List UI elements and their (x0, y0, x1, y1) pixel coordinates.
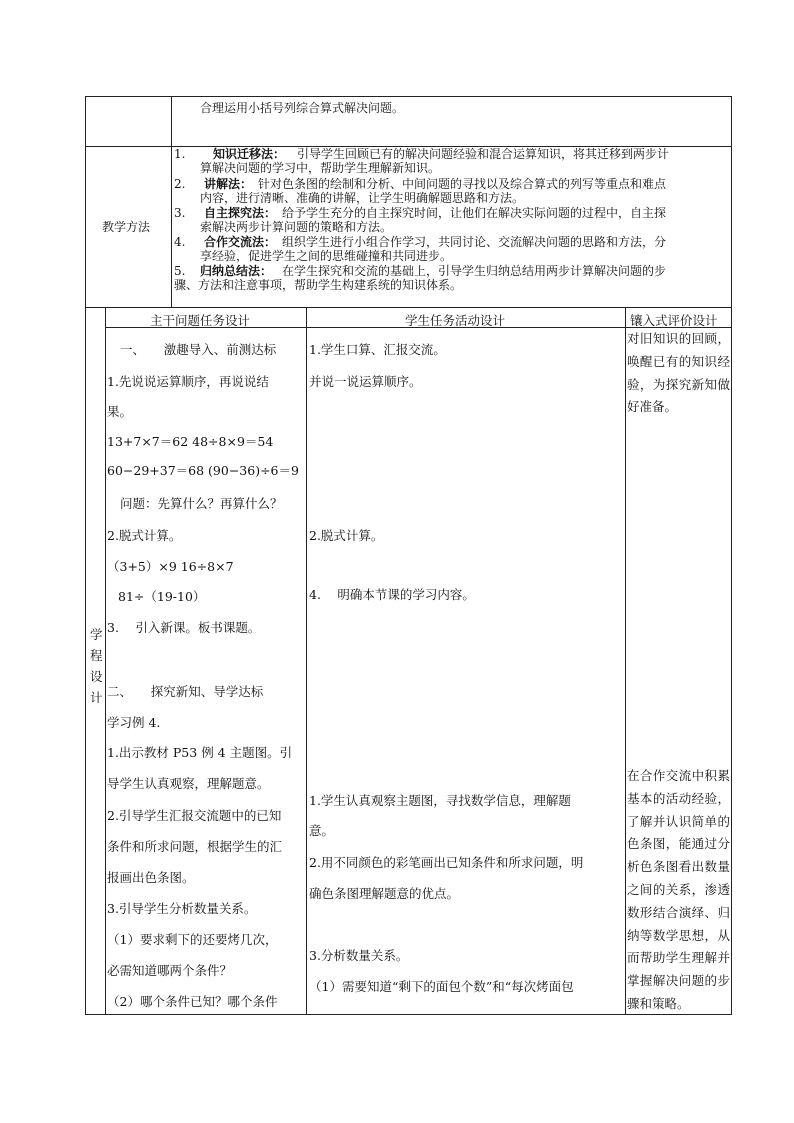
table-line (85, 307, 732, 308)
method-text: 组织学生进行小组合作学习，共同讨论、交流解决问题的思路和方法，分 (282, 235, 667, 249)
main-line: 60−29+37＝68 (90−36)÷6＝9 (107, 463, 299, 478)
teaching-methods-label: 教学方法 (102, 220, 151, 234)
method-title: 合作交流法： (204, 235, 277, 249)
student-line: 4. 明确本节课的学习内容。 (309, 587, 475, 602)
method-title: 归纳总结法： (200, 264, 273, 278)
main-line: 问题：先算什么？再算什么？ (120, 496, 283, 511)
table-line (85, 96, 86, 1015)
main-line: 81÷（19-10） (118, 589, 206, 604)
method-text: 内容，进行清晰、准确的讲解，让学生明确解题思路和方法。 (200, 191, 525, 205)
student-line: 1.学生认真观察主题图，寻找数学信息，理解题 (309, 793, 571, 808)
main-line: 必需知道哪两个条件？ (107, 963, 233, 978)
student-line: 意。 (309, 823, 335, 838)
method-number: 2. (174, 177, 186, 191)
main-line: 条件和所求问题，根据学生的汇 (107, 839, 283, 854)
main-line: 13+7×7＝62 48÷8×9＝54 (107, 434, 274, 449)
method-text: 给予学生充分的自主探究时间，让他们在解决实际问题的过程中，自主探 (282, 206, 667, 220)
main-line: 1.出示教材 P53 例 4 主题图。引 (107, 745, 293, 760)
main-line: （2）哪个条件已知？哪个条件 (107, 994, 278, 1009)
side-label-char: 设 (90, 669, 103, 684)
main-line: 3.引导学生分析数量关系。 (107, 901, 257, 916)
main-line: 1.先说说运算顺序，再说说结 (107, 374, 269, 389)
method-number: 5. (174, 264, 186, 278)
method-title: 自主探究法： (204, 206, 277, 220)
table-line (625, 307, 626, 1015)
method-number: 1. (174, 147, 186, 161)
table-line (105, 307, 106, 1015)
side-label-char: 程 (90, 648, 103, 663)
method-text: 在学生探究和交流的基础上，引导学生归纳总结用两步计算解决问题的步 (282, 264, 667, 278)
main-line: 2.引导学生汇报交流题中的已知 (107, 808, 282, 823)
main-line: 2.脱式计算。 (107, 528, 182, 543)
method-text: 引导学生回顾已有的解决问题经验和混合运算知识，将其迁移到两步计 (297, 147, 670, 161)
method-text: 享经验，促进学生之间的思维碰撞和共同进步。 (200, 249, 453, 263)
method-text: 索解决两步计算问题的策略和方法。 (200, 220, 393, 234)
table-line (171, 96, 172, 308)
header-evaluation: 镶入式评价设计 (630, 313, 718, 328)
side-label-char: 学 (90, 627, 103, 642)
method-title: 知识迁移法： (213, 147, 286, 161)
student-line: （1）需要知道“剩下的面包个数”和“每次烤面包 (309, 979, 574, 994)
main-line: （1）要求剩下的还要烤几次， (107, 932, 278, 947)
method-text: 骤、方法和注意事项，帮助学生构建系统的知识体系。 (174, 278, 463, 292)
eval-block: 对旧知识的回顾，唤醒已有的知识经验，为探究新知做好准备。 (627, 331, 730, 415)
goal-text: 合理运用小括号列综合算式解决问题。 (200, 101, 405, 115)
student-line: 2.用不同颜色的彩笔画出已知条件和所求问题，明 (309, 855, 584, 870)
main-line: 学习例 4. (107, 715, 161, 730)
header-student-task: 学生任务活动设计 (405, 313, 506, 328)
student-line: 并说一说运算顺序。 (309, 374, 422, 389)
table-line (306, 307, 307, 1015)
method-text: 针对色条图的绘制和分析、中间问题的寻找以及综合算式的列写等重点和难点 (258, 177, 667, 191)
main-line: （3+5）×9 16÷8×7 (107, 559, 234, 574)
student-line: 1.学生口算、汇报交流。 (309, 342, 446, 357)
method-title: 讲解法： (204, 177, 253, 191)
eval-block: 在合作交流中积累基本的活动经验，了解并认识简单的色条图，能通过分析色条图看出数量之间的关系，渗透数形结合演绎、归纳等数学思想，从而帮助学生理解并掌握解决问题的步骤和策略。 (627, 768, 730, 1011)
table-line (85, 96, 732, 97)
main-line: 报画出色条图。 (107, 870, 195, 885)
method-number: 4. (174, 235, 186, 249)
method-text: 算解决问题的学习中，帮助学生理解新知识。 (200, 161, 441, 175)
side-label-char: 计 (90, 690, 103, 705)
main-line: 导学生认真观察，理解题意。 (107, 776, 270, 791)
student-line: 确色条图理解题意的优点。 (309, 886, 460, 901)
main-line: 果。 (107, 404, 133, 419)
method-number: 3. (174, 206, 186, 220)
student-line: 2.脱式计算。 (309, 528, 384, 543)
student-line: 3.分析数量关系。 (309, 948, 409, 963)
main-line: 一、 激趣导入、前测达标 (120, 342, 277, 357)
table-line (731, 96, 732, 1015)
header-main-task: 主干问题任务设计 (150, 313, 251, 328)
main-line: 二、 探究新知、导学达标 (107, 684, 264, 699)
main-line: 3. 引入新课。板书课题。 (107, 620, 261, 635)
